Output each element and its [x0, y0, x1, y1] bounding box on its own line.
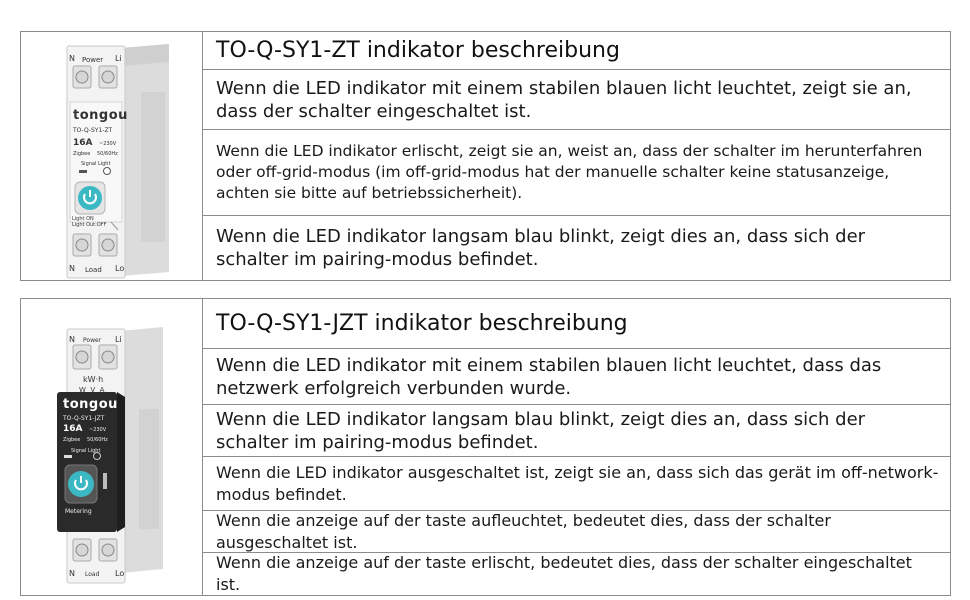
description-table-zt: [203, 32, 950, 280]
terminal-li-top: Li: [115, 335, 122, 344]
device-voltage: ~230V: [99, 141, 117, 147]
description-row: Wenn die LED indikator mit einem stabilen blauen licht leuchtet, zeigt sie an, dass der schalter eingeschaltet ist.: [203, 70, 950, 130]
device-freq: 50/60Hz: [87, 437, 108, 443]
signal-light-label: Signal Light: [81, 161, 111, 167]
light-on-label: Light ON: [72, 216, 94, 222]
terminal-li-top: Li: [115, 54, 122, 63]
wva-label: W V A: [79, 386, 105, 394]
terminal-load-label: Load: [85, 266, 102, 274]
device-illustration: [21, 299, 202, 595]
description-row: Wenn die LED indikator ausgeschaltet ist, zeigt sie an, dass sich das gerät im off-network-modus befindet.: [203, 457, 950, 511]
terminal-n-bottom: N: [69, 569, 75, 578]
terminal-power-label: Power: [82, 56, 104, 64]
light-out-label: Light Out:OFF: [72, 222, 107, 228]
brand-logo: tongou: [63, 397, 118, 412]
indicator-panel-zt: [20, 31, 951, 281]
device-rating: 16A: [63, 424, 83, 434]
description-row: Wenn die anzeige auf der taste erlischt, bedeutet dies, dass der schalter eingeschaltet ist.: [216, 553, 912, 594]
device-protocol: Zigbee: [63, 437, 81, 443]
brand-logo: tongou: [73, 108, 128, 123]
device-rating: 16A: [73, 138, 93, 148]
metering-label: Metering: [65, 508, 92, 515]
signal-light-label: Signal Light: [71, 448, 101, 454]
terminal-lo-bottom: Lo: [115, 569, 125, 578]
kwh-label: kW·h: [83, 375, 104, 384]
description-row: Wenn die LED indikator langsam blau blinkt, zeigt dies an, dass sich der schalter im pairing-modus befindet.: [203, 405, 950, 457]
device-freq: 50/60Hz: [97, 151, 118, 157]
device-model: TO-Q-SY1-JZT: [63, 415, 105, 422]
panel-title: TO-Q-SY1-JZT indikator beschreibung: [203, 299, 950, 349]
panel-title: TO-Q-SY1-ZT indikator beschreibung: [203, 32, 950, 70]
terminal-lo-bottom: Lo: [115, 264, 125, 273]
description-row: Wenn die LED indikator mit einem stabilen blauen licht leuchtet, dass das netzwerk erfolgreich verbunden wurde.: [203, 349, 950, 405]
terminal-n-top: N: [69, 335, 75, 344]
device-image-jzt: [21, 299, 203, 595]
device-protocol: Zigbee: [73, 151, 91, 157]
description-table-jzt: [203, 299, 950, 595]
terminal-load-label: Load: [85, 571, 100, 578]
description-row: Wenn die anzeige auf der taste aufleuchtet, bedeutet dies, dass der schalter ausgeschaltet ist.: [203, 511, 950, 553]
description-row: Wenn die LED indikator erlischt, zeigt sie an, weist an, dass der schalter im herunterfahren oder off-grid-modus (im off-grid-modus hat der manuelle schalter keine statusanzeige, achten sie bitte auf betriebssicherheit).: [203, 130, 950, 216]
terminal-n-bottom: N: [69, 264, 75, 273]
device-voltage: ~230V: [89, 427, 107, 433]
indicator-panel-jzt: [20, 298, 951, 596]
terminal-n-top: N: [69, 54, 75, 63]
device-image-zt: [21, 32, 203, 280]
terminal-power-label: Power: [83, 337, 102, 344]
device-model: TO-Q-SY1-ZT: [73, 127, 113, 134]
description-row: Wenn die LED indikator langsam blau blinkt, zeigt dies an, dass sich der schalter im pairing-modus befindet.: [216, 226, 866, 270]
